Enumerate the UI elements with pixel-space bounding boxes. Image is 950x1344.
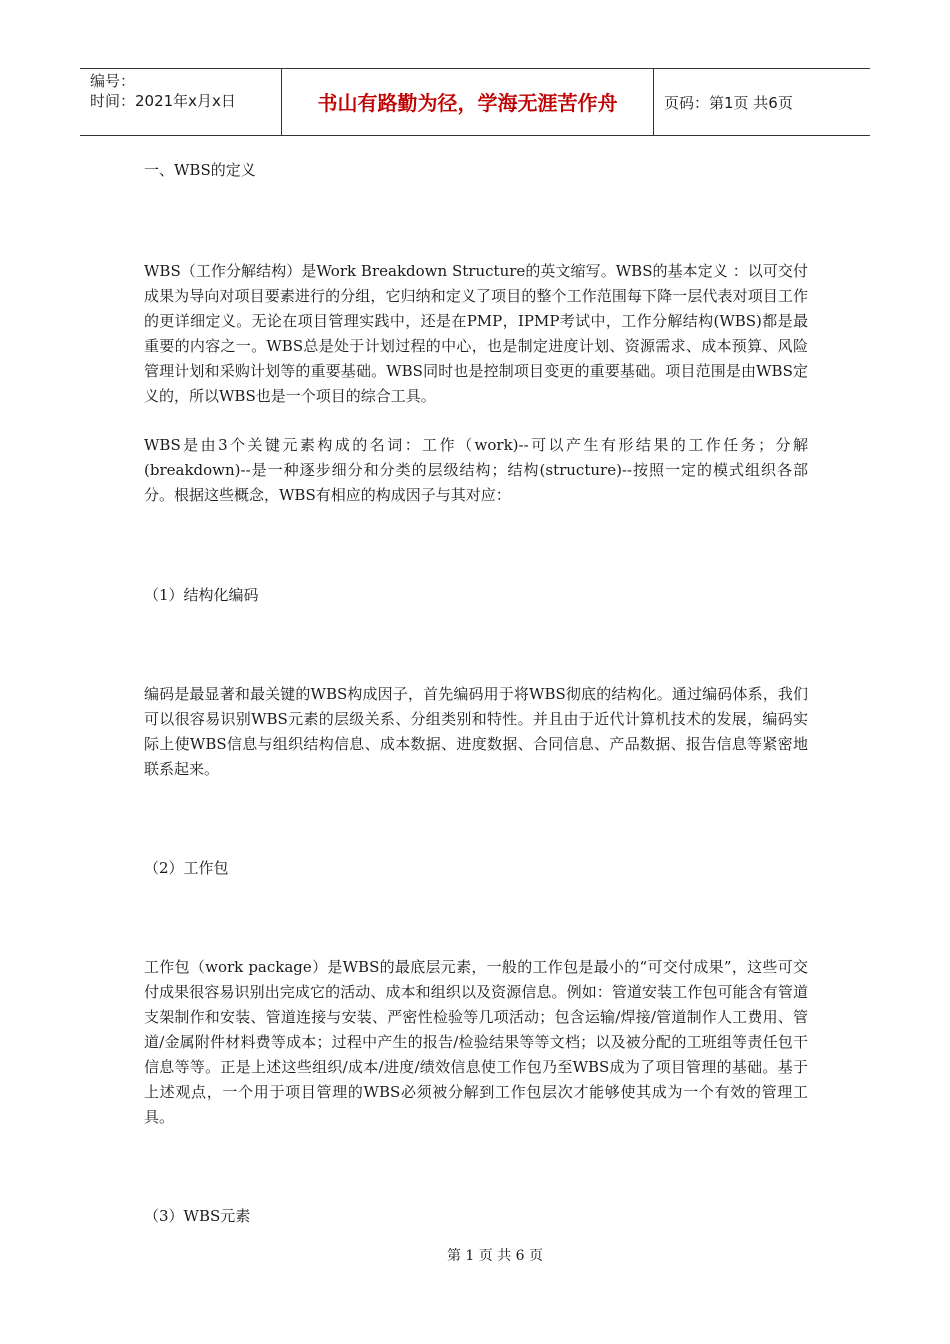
header-meta bbox=[80, 69, 282, 135]
header-page-info: 页码：第1页 共6页 bbox=[664, 94, 793, 112]
subheading-wbs-elements: （3）WBS元素 bbox=[144, 1207, 251, 1225]
subheading-structured-coding: （1）结构化编码 bbox=[144, 586, 259, 604]
subheading-work-package: （2）工作包 bbox=[144, 859, 229, 877]
date-label: 时间：2021年x月x日 bbox=[90, 92, 236, 110]
paragraph-elements: WBS是由3个关键元素构成的名词：工作（work)--可以产生有形结果的工作任务；分解(breakdown)--是一种逐步细分和分类的层级结构；结构(structure)--按照一定的模式组织各部分。根据这些概念，WBS有相应的构成因子与其对应： bbox=[144, 436, 808, 504]
section-title: 一、WBS的定义 bbox=[144, 161, 256, 179]
paragraph-coding: 编码是最显著和最关键的WBS构成因子，首先编码用于将WBS彻底的结构化。通过编码体系，我们可以很容易识别WBS元素的层级关系、分组类别和特性。并且由于近代计算机技术的发展，编码实际上使WBS信息与组织结构信息、成本数据、进度数据、合同信息、产品数据、报告信息等紧密地联系起来。 bbox=[144, 685, 808, 778]
paragraph-definition: WBS（工作分解结构）是Work Breakdown Structure的英文缩写。WBS的基本定义 ：以可交付成果为导向对项目要素进行的分组，它归纳和定义了项目的整个工作范围每下降一层代表对项目工作的更详细定义。无论在项目管理实践中，还是在PMP，IPMP考试中，工作分解结构(WBS)都是最重要的内容之一。WBS总是处于计划过程的中心，也是制定进度计划、资源需求、成本预算、风险管理计划和采购计划等的重要基础。WBS同时也是控制项目变更的重要基础。项目范围是由WBS定义的，所以WBS也是一个项目的综合工具。 bbox=[144, 262, 808, 405]
header-motto: 书山有路勤为径，学海无涯苦作舟 bbox=[282, 69, 654, 135]
document-header bbox=[80, 68, 870, 136]
paragraph-work-package: 工作包（work package）是WBS的最底层元素，一般的工作包是最小的“可交付成果”，这些可交付成果很容易识别出完成它的活动、成本和组织以及资源信息。例如：管道安装工作包可能含有管道支架制作和安装、管道连接与安装、严密性检验等几项活动；包含运输/焊接/管道制作人工费用、管道/金属附件材料费等成本；过程中产生的报告/检验结果等等文档；以及被分配的工班组等责任包干信息等等。正是上述这些组织/成本/进度/绩效信息使工作包乃至WBS成为了项目管理的基础。基于上述观点，一个用于项目管理的WBS必须被分解到工作包层次才能够使其成为一个有效的管理工具。 bbox=[144, 958, 808, 1126]
page-footer: 第 1 页 共 6 页 bbox=[446, 1248, 544, 1264]
number-label: 编号： bbox=[90, 72, 136, 90]
